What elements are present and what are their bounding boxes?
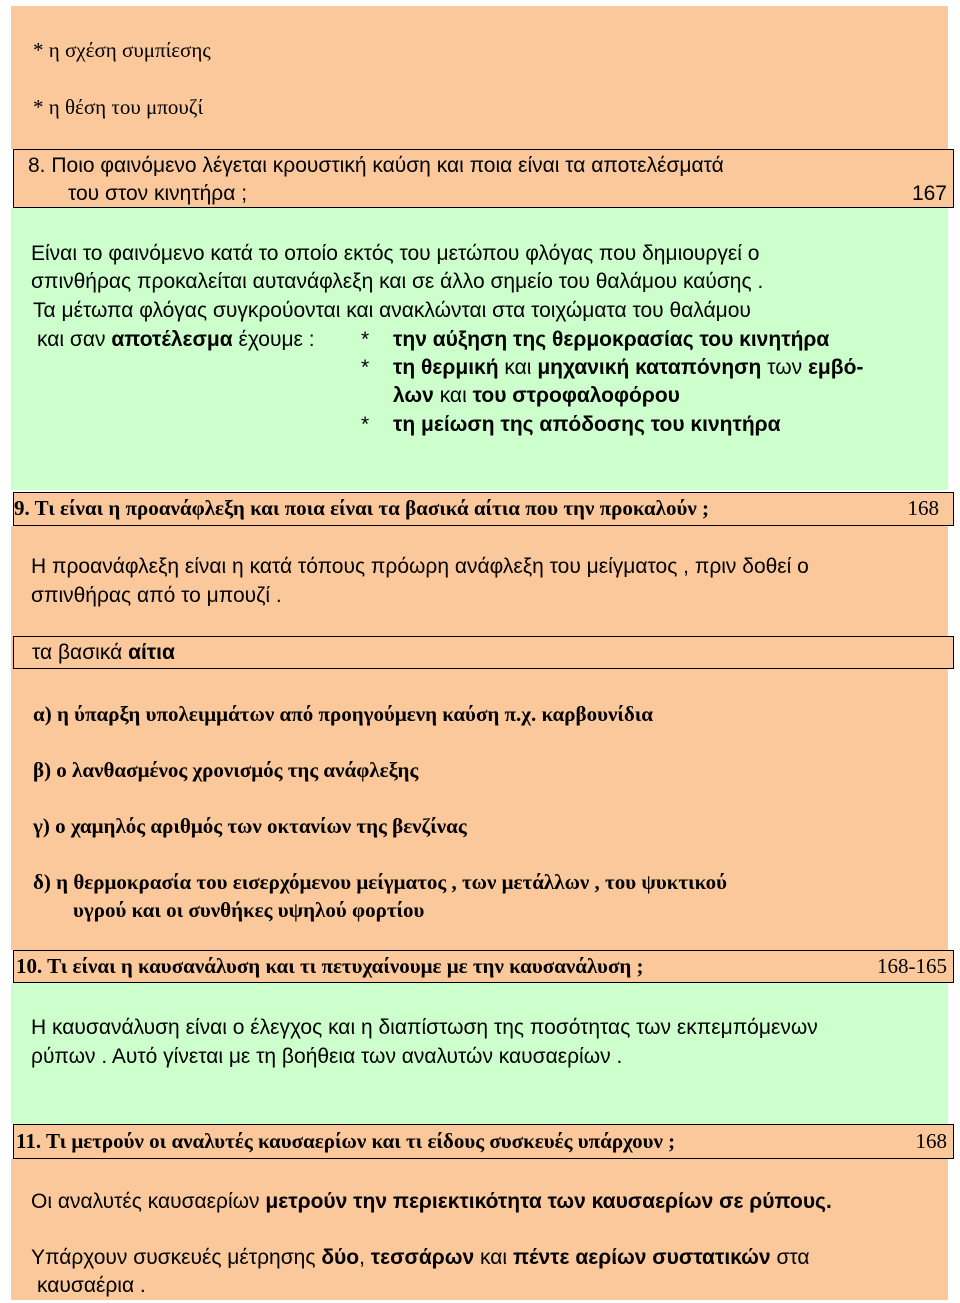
answer-10-line2: ρύπων . Αυτό γίνεται με τη βοήθεια των αναλυτών καυσαερίων .: [31, 1045, 623, 1068]
effect-1: την αύξηση της θερμοκρασίας του κινητήρα: [393, 328, 830, 351]
question-8-line1: 8. Ποιο φαινόμενο λέγεται κρουστική καύση και ποια είναι τα αποτελέσματά: [28, 154, 724, 177]
emphasis-result: αποτέλεσμα: [111, 328, 233, 351]
answer-8-p2-line2: και σαν αποτέλεσμα έχουμε :: [37, 328, 315, 351]
cause-d-line2: υγρού και οι συνθήκες υψηλού φορτίου: [73, 898, 425, 922]
question-9-label: 9. Τι είναι η προανάφλεξη και ποια είναι τα βασικά αίτια που την προκαλούν ;: [14, 496, 709, 520]
causes-heading: τα βασικά αίτια: [32, 641, 175, 664]
bullet: *: [361, 356, 370, 379]
question-8-box: [13, 149, 954, 208]
question-10-label: 10. Τι είναι η καυσανάλυση και τι πετυχαίνουμε με την καυσανάλυση ;: [16, 954, 644, 978]
document-page: [11, 6, 948, 1300]
question-11-box: [13, 1124, 954, 1159]
question-9-page: 168: [907, 496, 939, 520]
cause-a: α) η ύπαρξη υπολειμμάτων από προηγούμενη καύση π.χ. καρβουνίδια: [33, 702, 654, 726]
answer-8-p1-line2: σπινθήρας προκαλείται αυτανάφλεξη και σε άλλο σημείο του θαλάμου καύσης .: [31, 270, 764, 293]
answer-11-line2: Υπάρχουν συσκευές μέτρησης δύο, τεσσάρων και πέντε αερίων συστατικών στα: [31, 1246, 810, 1269]
effect-2-line1: τη θερμική και μηχανική καταπόνηση των εμβό-: [393, 356, 864, 379]
answer-10-section: [11, 983, 948, 1124]
answer-11-section: [11, 1159, 948, 1300]
bullet: *: [361, 413, 370, 436]
intro-section: [11, 6, 948, 149]
answer-8-section: [11, 208, 948, 490]
effect-3: τη μείωση της απόδοσης του κινητήρα: [393, 413, 781, 436]
answer-9-line1: Η προανάφλεξη είναι η κατά τόπους πρόωρη ανάφλεξη του μείγματος , πριν δοθεί ο: [31, 555, 809, 578]
answer-10-line1: Η καυσανάλυση είναι ο έλεγχος και η διαπίστωση της ποσότητας των εκπεμπόμενων: [31, 1016, 818, 1039]
answer-8-p1-line1: Είναι το φαινόμενο κατά το οποίο εκτός του μετώπου φλόγας που δημιουργεί ο: [31, 242, 760, 265]
cause-c: γ) ο χαμηλός αριθμός των οκτανίων της βενζίνας: [33, 814, 467, 838]
question-11-page: 168: [915, 1129, 947, 1153]
causes-heading-box: [13, 636, 954, 669]
question-9-box: [13, 492, 954, 526]
answer-11-line1: Οι αναλυτές καυσαερίων μετρούν την περιεκτικότητα των καυσαερίων σε ρύπους.: [31, 1190, 832, 1213]
answer-9-line2: σπινθήρας από το μπουζί .: [31, 584, 282, 607]
question-11-label: 11. Τι μετρούν οι αναλυτές καυσαερίων και τι είδους συσκευές υπάρχουν ;: [16, 1129, 676, 1153]
bullet: *: [361, 328, 370, 351]
cause-d-line1: δ) η θερμοκρασία του εισερχόμενου μείγματος , των μετάλλων , του ψυκτικού: [33, 870, 728, 894]
cause-b: β) ο λανθασμένος χρονισμός της ανάφλεξης: [33, 758, 419, 782]
question-10-box: [13, 950, 954, 983]
intro-item: * η θέση του μπουζί: [33, 95, 204, 119]
question-10-page: 168-165: [877, 954, 947, 978]
effect-2-line2: λων και του στροφαλοφόρου: [393, 384, 680, 407]
intro-item: * η σχέση συμπίεσης: [33, 38, 211, 62]
question-8-page: 167: [911, 182, 947, 205]
answer-8-p2-line1: Τα μέτωπα φλόγας συγκρούονται και ανακλώνται στα τοιχώματα του θαλάμου: [33, 299, 751, 322]
answer-11-line3: καυσαέρια .: [37, 1274, 146, 1297]
question-8-line2: του στον κινητήρα ;: [68, 182, 248, 205]
